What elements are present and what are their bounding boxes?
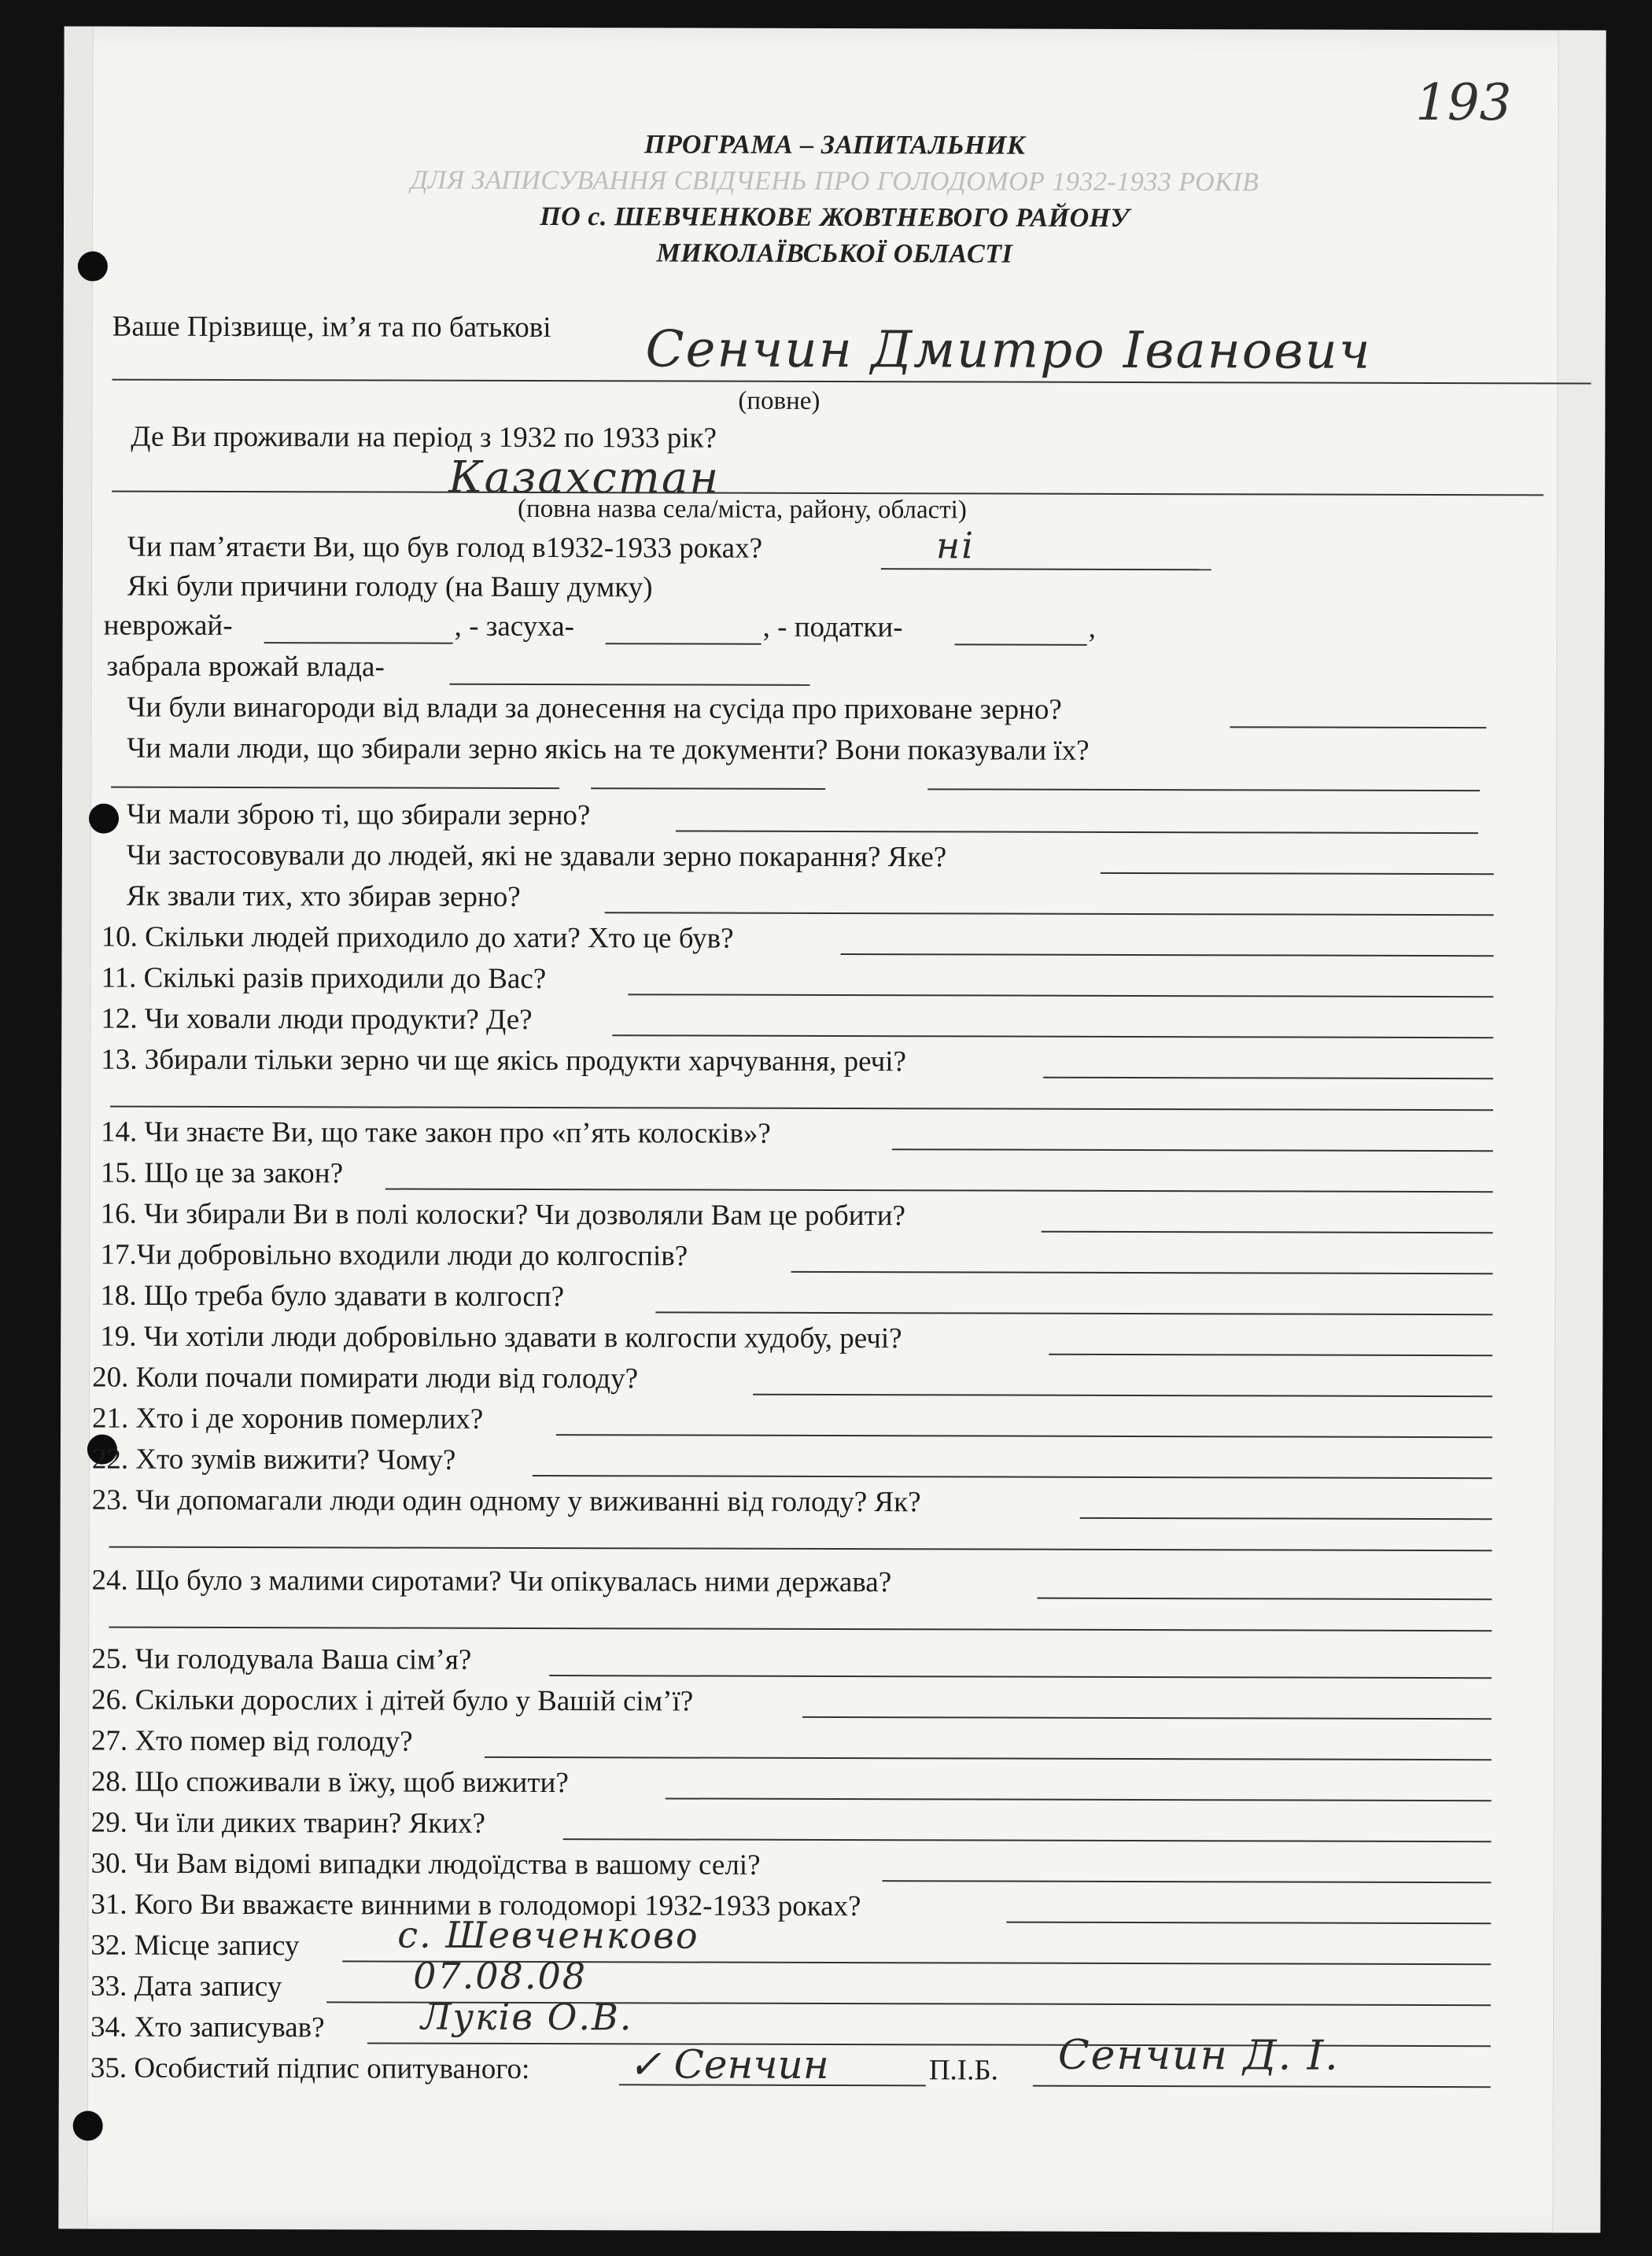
question-item: 11. Скількі разів приходили до Вас?: [101, 961, 547, 996]
answer-line: [563, 1838, 1492, 1842]
answer-line: [841, 953, 1494, 957]
question-item: 35. Особистий підпис опитуваного:: [90, 2051, 530, 2085]
documents-label: Чи мали люди, що збирали зерно якісь на те документи? Вони показували їх?: [127, 732, 1090, 767]
place-handwritten: с. Шевченково: [397, 1913, 699, 1957]
answer-line: [655, 1311, 1492, 1315]
question-item: 14. Чи знаєте Ви, що таке закон про «п’ять колосків»?: [100, 1115, 771, 1150]
question-item: Чи застосовували до людей, які не здавали зерно покарання? Яке?: [126, 839, 947, 874]
question-item: 27. Хто помер від голоду?: [90, 1724, 413, 1758]
taxes-comma: ,: [1088, 611, 1096, 644]
question-item: 25. Чи голодувала Ваша сім’я?: [91, 1642, 472, 1676]
question-item: 17.Чи добровільно входили люди до колгоспів?: [100, 1238, 688, 1273]
answer-line: [385, 1189, 1493, 1193]
question-item: 30. Чи Вам відомі випадки людоїдства в вашому селі?: [90, 1847, 761, 1882]
question-item: 21. Хто і де хоронив померлих?: [91, 1402, 484, 1436]
header-village: ПО с. ШЕВЧЕНКОВЕ ЖОВТНЕВОГО РАЙОНУ: [540, 202, 1130, 233]
taxes-line: [955, 643, 1087, 645]
question-item: 31. Кого Ви вважаєте винними в голодоморі 1932-1933 роках?: [90, 1888, 861, 1923]
remember-underline: [881, 568, 1211, 570]
page-edge-right: [1552, 30, 1606, 2232]
question-item: 29. Чи їли диких тварин? Яких?: [90, 1806, 486, 1840]
residence-hint: (повна назва села/міста, району, області): [518, 494, 967, 525]
question-item: 34. Хто записував?: [90, 2011, 325, 2044]
taken-by-gov-label: забрала врожай влада-: [106, 650, 385, 684]
question-item: 20. Коли почали помирати люди від голоду?: [92, 1361, 639, 1395]
answer-line: [485, 1757, 1492, 1760]
name-label: Ваше Прізвище, ім’я та по батькові: [112, 310, 551, 345]
question-item: 15. Що це за закон?: [100, 1156, 344, 1190]
question-item: 18. Що треба було здавати в колгосп?: [100, 1279, 565, 1314]
question-item: 32. Місце запису: [90, 1929, 300, 1963]
header-region: МИКОЛАЇВСЬКОЇ ОБЛАСТІ: [656, 238, 1013, 269]
answer-line: [109, 1627, 1492, 1632]
answer-line: [892, 1148, 1493, 1152]
name-handwritten: Сенчин Дмитро Іванович: [645, 320, 1372, 381]
answer-line: [605, 912, 1494, 916]
answer-line: [1101, 872, 1494, 875]
documents-line-1: [111, 787, 559, 789]
answer-line: [1037, 1598, 1492, 1601]
header-subtitle: ДЛЯ ЗАПИСУВАННЯ СВІДЧЕНЬ ПРО ГОЛОДОМОР 1932-1933 РОКІВ: [410, 165, 1259, 197]
documents-line-3: [927, 788, 1480, 791]
question-item: 33. Дата запису: [90, 1970, 282, 2003]
question-item: Як звали тих, хто збирав зерно?: [126, 879, 521, 913]
answer-line: [666, 1797, 1492, 1801]
page-number: 193: [1415, 73, 1512, 133]
recorder-handwritten: Луків О.В.: [420, 1995, 633, 2039]
pib-handwritten: Сенчин Д. І.: [1057, 2031, 1340, 2080]
drought-line: [606, 643, 761, 645]
punch-hole-middle: [89, 804, 119, 834]
answer-line: [676, 830, 1478, 834]
question-item: 19. Чи хотіли люди добровільно здавати в колгоспи худобу, речі?: [100, 1320, 902, 1355]
header-title: ПРОГРАМА – ЗАПИТАЛЬНИК: [644, 130, 1026, 160]
answer-line: [791, 1271, 1493, 1274]
answer-line: [549, 1675, 1492, 1679]
answer-line: [802, 1716, 1492, 1720]
question-item: 22. Хто зумів вижити? Чому?: [91, 1443, 456, 1476]
drought-label: , - засуха-: [454, 610, 575, 643]
answer-line: [110, 1106, 1493, 1111]
taxes-label: , - податки-: [762, 610, 903, 644]
answer-line: [533, 1475, 1492, 1479]
remember-label: Чи пам’ятаєти Ви, що був голод в1932-1933 роках?: [127, 530, 763, 565]
question-item: 28. Що споживали в їжу, щоб вижити?: [90, 1765, 569, 1800]
crop-failure-label: неврожай-: [103, 609, 233, 643]
page-edge-left: [58, 26, 93, 2228]
question-item: 23. Чи допомагали люди один одному у виживанні від голоду? Як?: [91, 1484, 921, 1519]
crop-failure-line: [264, 642, 453, 644]
answer-line: [1043, 1077, 1493, 1079]
punch-hole-bottom: [73, 2110, 103, 2140]
question-item: 10. Скільки людей приходило до хати? Хто це був?: [101, 920, 734, 955]
answer-line: [1042, 1231, 1493, 1234]
answer-line: [1080, 1517, 1492, 1520]
residence-handwritten: Казахстан: [448, 452, 721, 504]
question-item: 24. Що було з малими сиротами? Чи опікувалась ними держава?: [91, 1564, 892, 1599]
question-item: 16. Чи збирали Ви в полі колоски? Чи дозволяли Вам це робити?: [100, 1197, 906, 1233]
answer-line: [753, 1394, 1492, 1397]
answer-line: [1006, 1922, 1491, 1925]
taken-by-gov-line: [449, 684, 809, 686]
rewards-line: [1230, 726, 1486, 728]
answer-line: [109, 1546, 1492, 1552]
answer-line: [612, 1034, 1493, 1038]
remember-handwritten: ні: [935, 524, 975, 567]
answer-line: [1049, 1354, 1492, 1356]
causes-label: Які були причини голоду (на Вашу думку): [127, 570, 653, 604]
signature-handwritten: ✓ Сенчин: [628, 2041, 829, 2088]
document-page: [58, 26, 1606, 2232]
documents-line-2: [591, 787, 825, 790]
pib-line: [1033, 2085, 1491, 2088]
question-item: 26. Скільки дорослих і дітей було у Вашій сім’ї?: [91, 1683, 694, 1718]
answer-line: [882, 1880, 1491, 1883]
question-item: 13. Збирали тільки зерно чи ще якісь продукти харчування, речі?: [101, 1043, 906, 1078]
residence-label: Де Ви проживали на період з 1932 по 1933 рік?: [131, 420, 717, 455]
answer-line: [556, 1434, 1492, 1438]
question-item: 12. Чи ховали люди продукти? Де?: [101, 1002, 533, 1037]
date-handwritten: 07.08.08: [413, 1954, 588, 1998]
question-item: Чи мали зброю ті, що збирали зерно?: [126, 798, 591, 832]
name-hint: (повне): [738, 386, 820, 415]
pib-label: П.І.Б.: [928, 2054, 998, 2087]
answer-line: [628, 993, 1493, 997]
rewards-label: Чи були винагороди від влади за донесення на сусіда про приховане зерно?: [127, 691, 1062, 726]
